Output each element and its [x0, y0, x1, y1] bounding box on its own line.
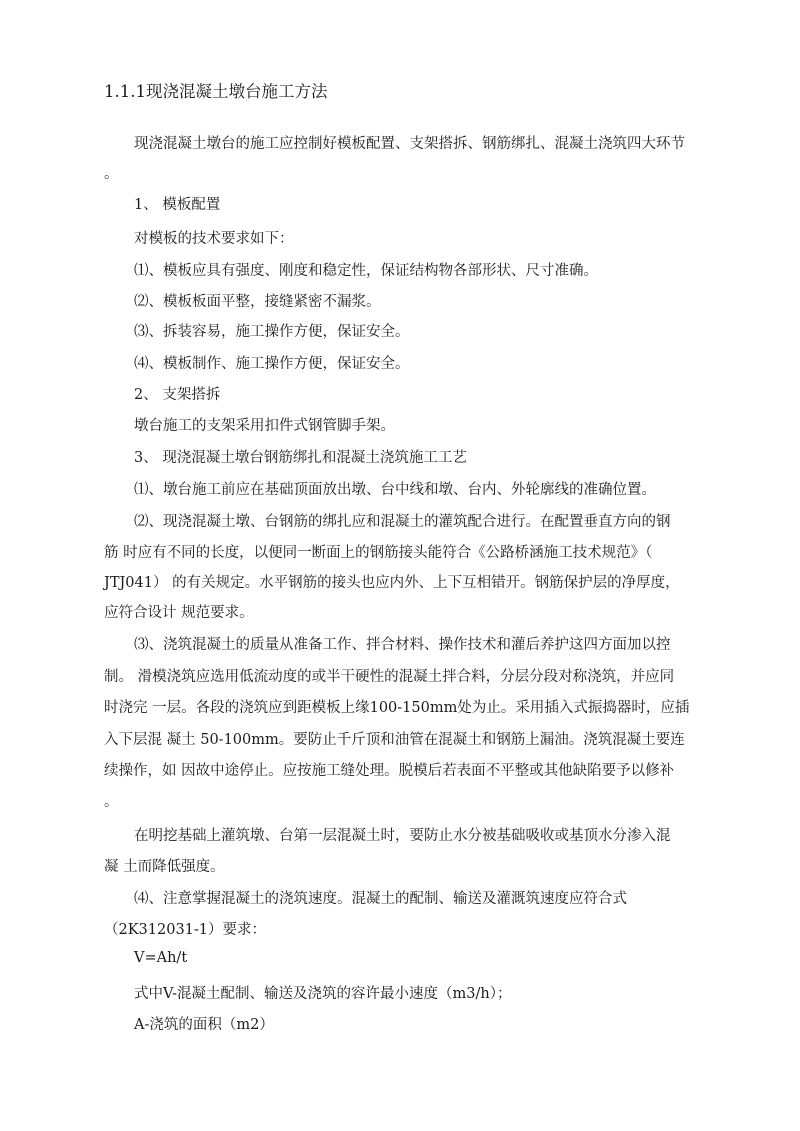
- paragraph-line: 。: [104, 794, 119, 810]
- paragraph-line: 现浇混凝土墩台的施工应控制好模板配置、支架搭拆、钢筋绑扎、混凝土浇筑四大环节: [134, 136, 685, 152]
- formula-line: V=Ah/t: [134, 950, 188, 966]
- list-item: ⑶、拆装容易，施工操作方便，保证安全。: [134, 324, 410, 340]
- list-heading: 1、 模板配置: [134, 197, 221, 213]
- paragraph-line: 对模板的技术要求如下：: [134, 231, 294, 247]
- list-item: ⑶、浇筑混凝土的质量从准备工作、拌合材料、操作技术和灌后养护这四方面加以控: [134, 637, 671, 653]
- paragraph-line: JTJ041） 的有关规定。水平钢筋的接头也应内外、上下互相错开。钢筋保护层的净厚度，: [104, 575, 680, 591]
- list-item: ⑷、注意掌握混凝土的浇筑速度。混凝土的配制、输送及灌溉筑速度应符合式: [134, 891, 627, 907]
- paragraph-line: 。: [104, 166, 119, 182]
- list-item: ⑴、墩台施工前应在基础顶面放出墩、台中线和墩、台内、外轮廓线的准确位置。: [134, 482, 656, 498]
- section-heading: 1.1.1现浇混凝土墩台施工方法: [104, 82, 328, 101]
- paragraph-line: A-浇筑的面积（m2）: [134, 1017, 274, 1033]
- list-heading: 2、 支架搭拆: [134, 387, 221, 403]
- paragraph-line: 制。 滑模浇筑应选用低流动度的或半干硬性的混凝土拌合料，分层分段对称浇筑，并应同: [104, 669, 675, 685]
- paragraph-line: 墩台施工的支架采用扣件式钢管脚手架。: [134, 418, 395, 434]
- paragraph-line: （2K312031-1）要求：: [104, 922, 267, 938]
- paragraph-line: 入下层混 凝土 50-100mm。要防止千斤顶和油管在混凝土和钢筋上漏油。浇筑混凝土要连: [104, 732, 685, 748]
- list-item: ⑵、模板板面平整，接缝紧密不漏浆。: [134, 294, 381, 310]
- list-item: ⑷、模板制作、施工操作方便，保证安全。: [134, 356, 410, 372]
- list-heading: 3、 现浇混凝土墩台钢筋绑扎和混凝土浇筑施工工艺: [134, 450, 467, 466]
- paragraph-line: 续操作，如 因故中途停止。应按施工缝处理。脱模后若表面不平整或其他缺陷要予以修补: [104, 763, 675, 779]
- paragraph-line: 时浇完 一层。各段的浇筑应到距模板上缘100-150mm处为止。采用插入式振捣器时，应插: [104, 700, 690, 716]
- paragraph-line: 筋 时应有不同的长度，以便同一断面上的钢筋接头能符合《公路桥涵施工技术规范》（: [104, 545, 653, 561]
- paragraph-line: 应符合设计 规范要求。: [104, 605, 254, 621]
- list-item: ⑴、模板应具有强度、刚度和稳定性，保证结构物各部形状、尺寸准确。: [134, 263, 598, 279]
- paragraph-line: 凝 土而降低强度。: [104, 859, 225, 875]
- paragraph-line: 式中V-混凝土配制、输送及浇筑的容许最小速度（m3/h）；: [134, 986, 512, 1002]
- paragraph-line: 在明挖基础上灌筑墩、台第一层混凝土时，要防止水分被基础吸收或基顶水分渗入混: [134, 828, 671, 844]
- list-item: ⑵、现浇混凝土墩、台钢筋的绑扎应和混凝土的灌筑配合进行。在配置垂直方向的钢: [134, 514, 671, 530]
